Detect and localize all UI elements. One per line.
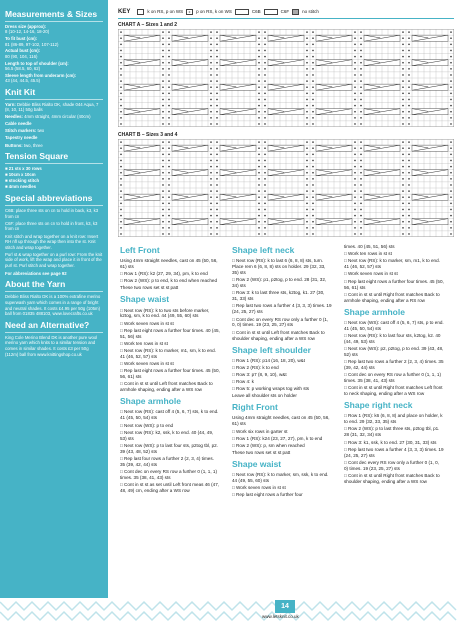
stitch-markers-label: Stitch markers: [5, 128, 37, 134]
chart-b-title: CHART B – Sizes 3 and 4 [118, 132, 178, 138]
instruction: □ Row 3: k1, ssk, k to end. 27 (30, 31, 33) sts [344, 439, 437, 445]
no-stitch-symbol-icon [292, 9, 299, 15]
chart-a-title: CHART A – Sizes 1 and 2 [118, 22, 178, 28]
length-value: 56.5 (58.5, 60, 62) [5, 66, 41, 72]
yarn-line [5, 102, 103, 113]
instruction: □ Rep last eight rows a further four [232, 492, 303, 498]
instruction: □ Cont dec every RS row only a further 0 (1, 0, 0) times. 19 (23, 25, 27) sts [344, 459, 439, 471]
key-item: C6B [251, 9, 261, 14]
column-left-front [120, 242, 220, 495]
instruction: □ Cont in st st as set until Left front meas 46 (47, 48, 49) cm, ending after a WS row [120, 482, 220, 494]
instruction: These two rows set st st patt [232, 450, 291, 456]
page-number: 14 [275, 600, 295, 613]
tapestry-text: Tapestry needle [5, 135, 38, 141]
shape-armhole-heading: Shape armhole [120, 396, 181, 407]
instruction: □ Rep last two rows a further 2 (2, 3, 4) times. 35 (39, 42, 44) sts [344, 359, 444, 371]
shape-armhole-heading: Shape armhole [344, 306, 405, 317]
instruction: □ Rep last eight rows a further four times. 45 (50, 56, 61) sts [120, 368, 220, 380]
dress-size-label: Dress size (approx): [5, 24, 47, 29]
instruction: □ Cont dec on every RS row a further 0 (1, 1, 1) times. 35 (38, 41, 43) sts [344, 372, 441, 384]
length-label: Length to top of shoulder (cm): [5, 60, 69, 66]
tension-heading: Tension Square [5, 151, 103, 164]
yarn-label: Yarn: [5, 101, 16, 107]
sleeve-value: 43 (44, 44.5, 45.5) [5, 78, 41, 84]
instruction: □ Next row (WS): cast off 4 (5, 6, 7) sts, p to end. 41 (45, 50, 54) sts [344, 319, 444, 331]
to-fit-bust-label: To fit bust (cm): [5, 36, 38, 42]
instruction: □ Row 1 (RS): p14 (16, 18, 20), w&t [232, 357, 305, 363]
chart-b-grid [118, 139, 454, 237]
instruction: □ Next row (RS): k to two sts before marker, k2tog, sm, k to end. 44 (49, 55, 60) sts [120, 307, 210, 319]
instruction: □ Work seven rows in st st [344, 271, 398, 277]
left-front-heading: Left Front [120, 245, 160, 255]
tension-item: ■ 21 sts x 30 rows [5, 166, 42, 172]
sidebar-panel [0, 0, 108, 600]
abbreviations-reference: For abbreviations see page 92 [5, 271, 67, 277]
about-yarn-heading: About the Yarn [5, 279, 103, 292]
instruction: □ Next row (WS): p to last four sts, p2tog tbl, p2. 39 (43, 48, 52) sts [120, 442, 219, 454]
instruction: □ Work six rows in garter st [232, 428, 288, 434]
instruction: These two rows set st st patt [120, 285, 179, 291]
instruction: □ Row 1 (RS): k24 (23, 27, 27), pm, k to end [232, 435, 323, 441]
instruction: Using 4mm straight needles, cast on 45 (50, 56, 61) sts [120, 258, 218, 270]
instruction: □ Row 3: k to last three sts, k2tog, k1. 27 (30, 31, 33) sts [232, 290, 325, 302]
stitch-markers-value: two [37, 128, 45, 134]
shape-left-neck-heading: Shape left neck [232, 245, 295, 255]
buttons-value: two, three [23, 142, 43, 148]
shape-left-shoulder-heading: Shape left shoulder [232, 344, 311, 355]
tension-item: ■ stocking stitch [5, 178, 40, 184]
about-yarn-text: Debbie Bliss Rialto DK is a 100% extrafine merino superwash yarn which comes in a range of bright and neutral shades. It costs £4.95 per 50g (105m) ball from 01835 488103, www.lovecrafts.co.uk [5, 294, 101, 317]
instruction: □ Cont in st st until Right front matches Back to shoulder shaping, ending after a WS row [344, 472, 440, 484]
instruction: □ Rep last eight rows a further four times. 45 (50, 56, 61) sts [344, 278, 444, 290]
instruction: times. 40 (45, 51, 56) sts [344, 244, 395, 249]
instruction: □ Row 3: p7 (8, 9, 10), w&t [232, 371, 287, 377]
instruction: □ Row 1 (RS): k6 (6, 8, 8) and place on holder, k to end. 29 (32, 33, 35) sts [344, 413, 443, 425]
shape-right-neck-heading: Shape right neck [344, 400, 413, 411]
instruction: □ Row 1 (RS): k2 (27, 29, 34), pm, k to end [120, 271, 208, 277]
yarn-value: Debbie Bliss Rialto DK, shade 044 Aqua, 7 (8, 10, 11) 50g balls [5, 101, 99, 113]
instruction: □ Work seven rows in st st [120, 361, 174, 367]
instruction: □ Next row (RS): k to last 6 (6, 8, 8) sts, turn. Place rem 6 (6, 8, 8) sts on holder. 29 (32, 33, 35) sts [232, 258, 326, 275]
instruction: □ Cont in st st until Left front matches Back to armhole shaping, ending after a WS row [120, 381, 213, 393]
instruction: □ Rep last two rows a further 4 (3, 3, 3) times. 19 (24, 25, 27) sts [344, 446, 444, 458]
tension-item: ■ 10cm x 10cm [5, 172, 36, 178]
instruction: □ Row 2 (RS): k to end [232, 364, 279, 370]
c6f-symbol-icon [264, 9, 278, 15]
instruction: □ Next row (RS): cast off 4 (5, 6, 7) sts, k to end. 41 (45, 50, 54) sts [120, 409, 219, 421]
tension-item-text: 21 sts x 30 rows [8, 166, 42, 172]
actual-bust-label: Actual bust (cm): [5, 48, 41, 54]
alternative-heading: Need an Alternative? [5, 320, 103, 333]
instruction: □ Cont in st st until Left front matches Back to shoulder shaping, ending after a WS row [232, 329, 325, 341]
shape-waist-heading: Shape waist [120, 294, 170, 305]
measurements-heading: Measurements & Sizes [5, 9, 103, 22]
knit-symbol-icon [137, 9, 144, 15]
column-left-neck [232, 242, 332, 499]
cable-needle-line [5, 121, 103, 127]
instruction: □ Next row (WS): p2, p2tog, p to end. 39 (43, 48, 52) sts [344, 345, 444, 357]
key-item: k on RS, p on WS [147, 9, 184, 14]
instruction: □ Next row (RS): k to last four sts, k2tog, k2. 40 (44, 49, 53) sts [344, 332, 441, 344]
website-url: www.letsknit.co.uk [262, 614, 299, 619]
actual-bust-value: 80 (90, 104, 116) [5, 53, 38, 59]
instruction: □ Next row (RS): k2, ssk, k to end. 40 (44, 49, 53) sts [120, 429, 214, 441]
needles-label: Needles: [5, 114, 23, 120]
tension-item-text: 4mm needles [8, 184, 37, 190]
instruction: □ Work ten rows in st st [344, 251, 392, 257]
needles-line [5, 114, 103, 120]
instruction: □ Rep last eight rows a further four times. 40 (45, 51, 56) sts [120, 327, 220, 339]
c6f-definition: C6F: place three sts on cn to hold in front, k3, k3 from cn [5, 220, 98, 232]
dress-size-value: 8 (10-12, 14-16, 18-20) [5, 29, 50, 35]
instruction: Leave all shoulder sts on holder [232, 393, 297, 399]
instruction: □ Next row (RS): k to marker, m1, sm, k to end. 41 (46, 52, 57) sts [120, 348, 216, 360]
c6b-symbol-icon [235, 9, 249, 15]
instruction: □ Row 2 (WS): p to end, k to end when reached [120, 278, 217, 284]
instruction: □ Rep last four rows a further 2 (2, 3, 4) times. 35 (39, 42, 44) sts [120, 455, 214, 467]
needles-value: 4mm straight, 4mm circular (40cm) [24, 114, 91, 120]
instruction: □ Row 5: p working wraps tog with sts [232, 386, 310, 392]
purl-symbol-icon [186, 9, 193, 15]
instruction: □ Row 2 (WS): p1, p2tog, p to end. 28 (31, 32, 34) sts [232, 277, 327, 289]
instruction: □ Next row (WS): p to end [120, 422, 174, 428]
column-right-front [344, 244, 444, 486]
instruction: □ Cont in st st until Right front matches Back to armhole shaping, ending after a RS row [344, 291, 440, 303]
to-fit-bust-value: 81 (86-89, 97-102, 107-112) [5, 41, 59, 47]
key-title: KEY [118, 8, 131, 15]
tension-item-text: 10cm x 10cm [8, 172, 36, 178]
instruction: □ Row 2 (WS): p, sm when reached [232, 442, 305, 448]
tension-item: ■ 4mm needles [5, 184, 37, 190]
instruction: □ Work seven rows in st st [120, 320, 174, 326]
instruction: □ Work ten rows in st st [120, 340, 168, 346]
instruction: □ Cont in st st until Right front matches Left front to neck shaping, ending after a WS row [344, 385, 443, 397]
instruction: □ Next row (RS): k to marker, sm, m1, k to end. 41 (46, 52, 57) sts [344, 258, 440, 270]
instruction: □ Rep last two rows a further 4 (3, 3, 3) times. 19 (24, 25, 27) sts [232, 303, 332, 315]
tapestry-line [5, 135, 103, 141]
instruction: □ Work seven rows in st st [232, 485, 286, 491]
shape-waist-heading: Shape waist [232, 458, 282, 469]
key-item: no stitch [302, 9, 319, 14]
chart-key [118, 5, 454, 19]
wrap-note-knit: Knit stitch and wrap together on a knit row: Insert RH nfl up through the wrap then into the st. Knit stitch and wrap together. [5, 233, 99, 250]
sleeve-label: Sleeve length from underarm (cm): [5, 72, 77, 78]
chart-a-grid [118, 29, 454, 127]
instruction: Using 4mm straight needles, cast on 45 (50, 56, 61) sts [232, 415, 330, 427]
knit-kit-heading: Knit Kit [5, 87, 103, 100]
c6b-definition: C6B: place three sts on cn to hold in back, k3, k3 from cn [5, 208, 99, 219]
right-front-heading: Right Front [232, 402, 278, 413]
instruction: □ Row 2 (WS): p to last three sts, p2tog tbl, p1. 28 (31, 32, 34) sts [344, 426, 440, 438]
stitch-markers-line [5, 128, 103, 134]
tension-item-text: stocking stitch [8, 178, 40, 184]
buttons-line [5, 143, 103, 149]
alternative-text: King Cole Merino Blend DK is another pure wool merino yarn which knits to a similar tension and comes in similar shades. It costs £3 per 50g (112m) ball from www.knittingshop.co.uk [5, 334, 98, 357]
instruction: □ Cont dec on every RS row only a further 0 (1, 0, 0) times. 19 (23, 25, 27) sts [232, 316, 329, 328]
special-abbreviations-heading: Special abbreviations [5, 193, 103, 206]
buttons-label: Buttons: [5, 142, 23, 148]
instruction: □ Cont dec on every RS row a further 0 (1, 1, 1) times. 35 (38, 41, 43) sts [120, 469, 217, 481]
wrap-note-purl: Purl st & wrap together on a purl row: From the knit side of work, lift the wrap and place it in front of the purl st. Purl stitch and wrap together. [5, 251, 103, 268]
instruction: □ Row 4: k [232, 379, 254, 385]
cable-needle-text: Cable needle [5, 121, 32, 127]
zigzag-footer-border [0, 598, 460, 627]
key-item: p on RS, k on WS [196, 9, 232, 14]
instruction: □ Next row (RS): k to marker, sm, ssk, k to end. 44 (49, 55, 60) sts [232, 472, 329, 483]
key-item: C6F [280, 9, 290, 14]
